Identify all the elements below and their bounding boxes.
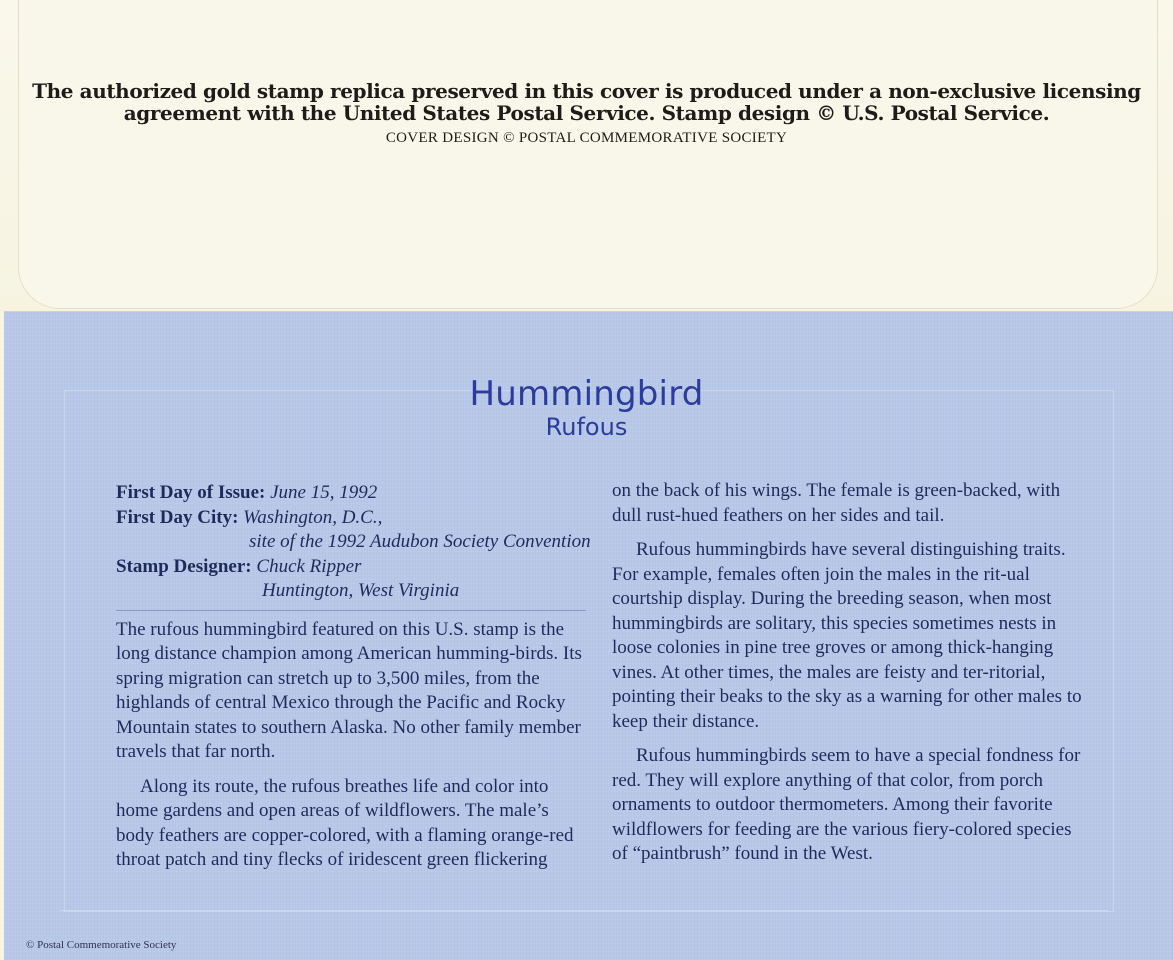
first-day-label: First Day of Issue: <box>116 482 266 503</box>
left-paragraph-2: Along its route, the rufous breathes life and color into home gardens and open areas of wildflowers. The male’s body feathers are copper-colored, with a flaming orange-red throat patch and tiny flecks of iridescent green flickering <box>116 775 574 870</box>
cover-design-credit: COVER DESIGN © POSTAL COMMEMORATIVE SOCIETY <box>385 130 788 146</box>
city-site: site of the 1992 Audubon Society Convention <box>249 531 591 552</box>
city-label: First Day City: <box>116 506 239 528</box>
right-paragraph-1: on the back of his wings. The female is green-backed, with dull rust-hued feathers on her sides and tail. <box>612 480 1061 526</box>
right-column <box>612 479 1082 867</box>
card-title: Hummingbird <box>469 374 704 414</box>
city-value: Washington, D.C., <box>243 506 383 528</box>
licensing-notice <box>0 80 1173 147</box>
envelope-flap <box>18 0 1158 309</box>
card-heading <box>0 375 1173 441</box>
licensing-line-1: The authorized gold stamp replica preserved in this cover is produced under a non-exclusive licensing <box>32 79 1141 103</box>
left-column <box>116 481 591 873</box>
footer-divider <box>60 910 1108 911</box>
card-subtitle: Rufous <box>545 413 628 441</box>
right-paragraph-3: Rufous hummingbirds seem to have a special fondness for red. They will explore anything of that color, from porch ornaments to outdoor thermometers. Among their favorite wildflowers for feeding are the various fiery-colored species of “paintbrush” found in the West. <box>612 745 1081 864</box>
first-day-value: June 15, 1992 <box>270 482 378 503</box>
designer-value: Chuck Ripper <box>256 555 362 577</box>
designer-label: Stamp Designer: <box>116 555 252 577</box>
left-paragraph-1: The rufous hummingbird featured on this U.S. stamp is the long distance champion among American humming-birds. Its spring migration can stretch up to 3,500 miles, from the highlands of central Mexico through the Pacific and Rocky Mountain states to southern Alaska. No other family member travels that far north. <box>116 618 582 762</box>
licensing-line-2: agreement with the United States Postal Service. Stamp design © U.S. Postal Service. <box>123 101 1050 125</box>
city-row <box>116 506 586 531</box>
right-paragraph-2: Rufous hummingbirds have several distinguishing traits. For example, females often join the males in the rit-ual courtship display. During the breeding season, when most hummingbirds are solitary, this species sometimes nests in loose colonies in pine tree groves or among thick-hanging vines. At other times, the males are feisty and ter-ritorial, pointing their beaks to the sky as a warning for other males to keep their distance. <box>612 539 1082 732</box>
first-day-row <box>116 481 586 506</box>
info-divider <box>116 610 586 611</box>
footer-copyright: © Postal Commemorative Society <box>26 939 177 951</box>
envelope-flap-area <box>0 0 1173 312</box>
designer-row <box>116 555 586 580</box>
designer-location: Huntington, West Virginia <box>262 580 460 601</box>
